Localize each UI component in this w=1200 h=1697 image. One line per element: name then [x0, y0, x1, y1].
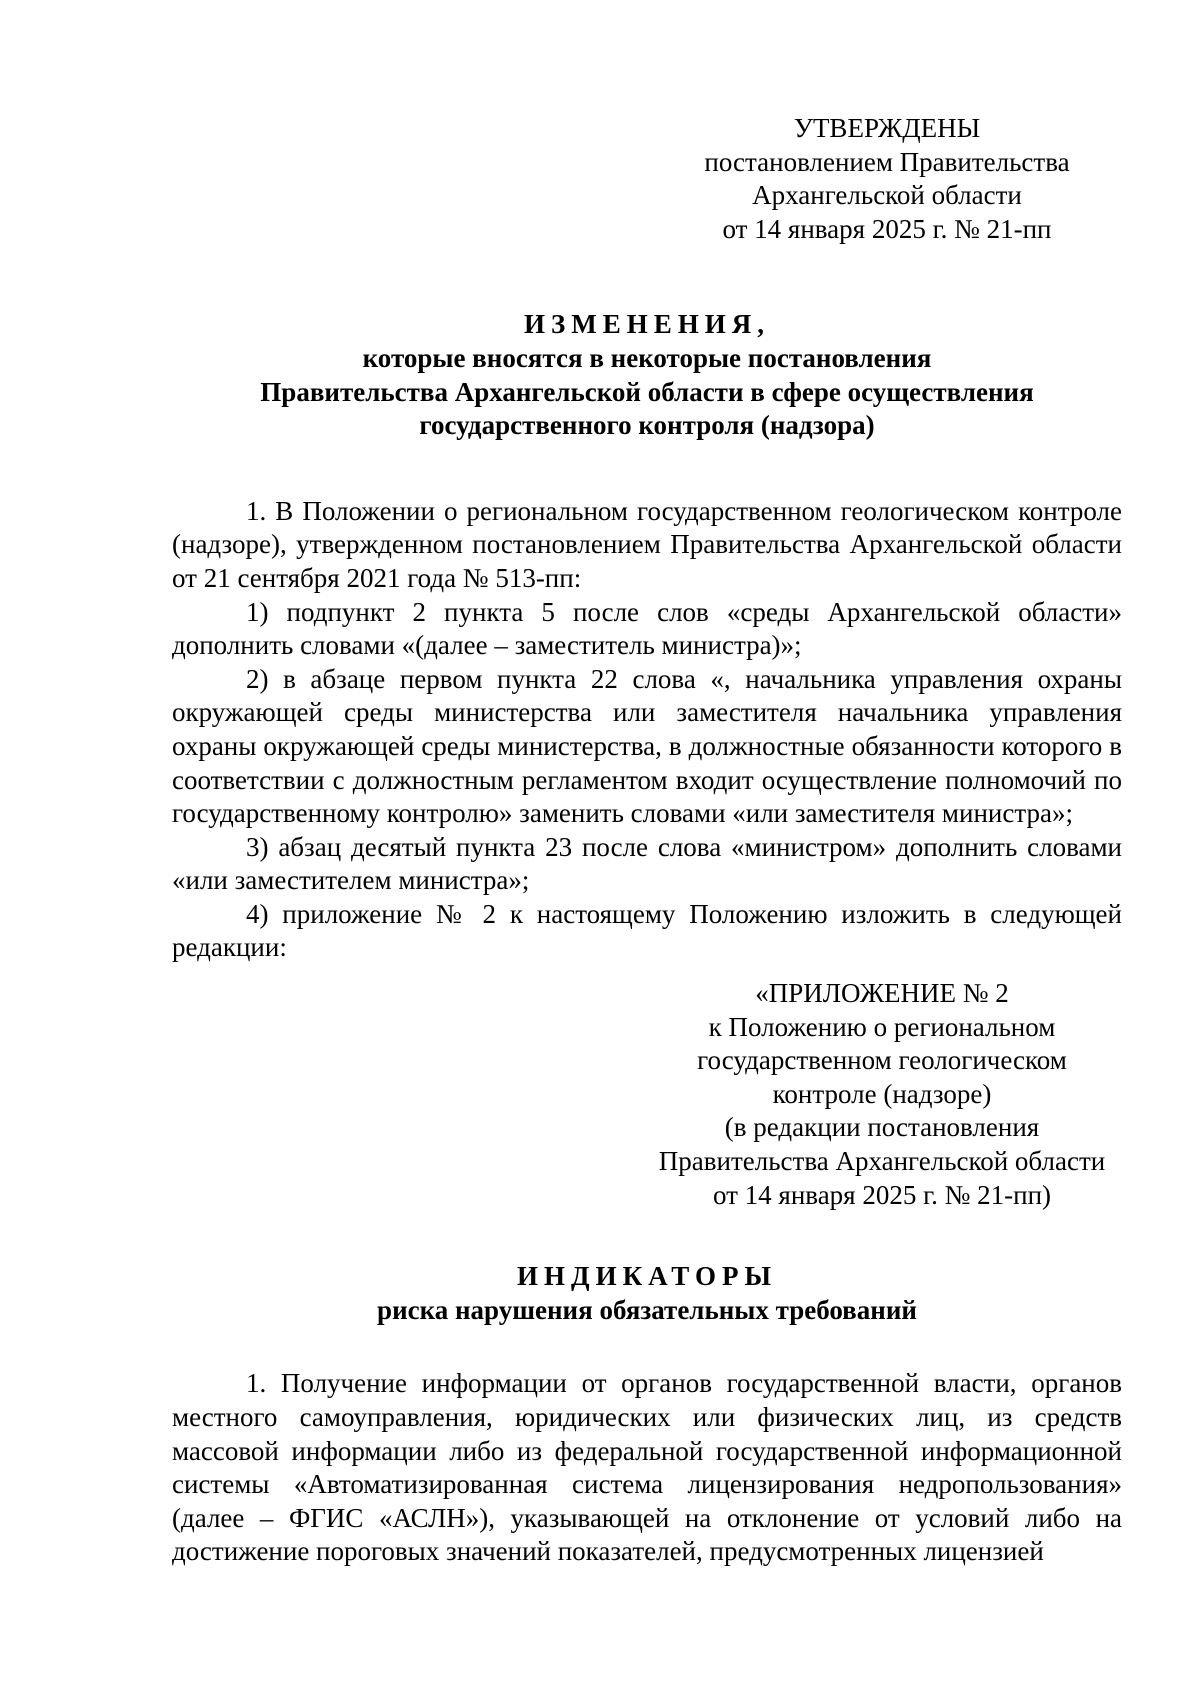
document-body	[172, 495, 1122, 965]
paragraph: 2) в абзаце первом пункта 22 слова «, начальника управления охраны окружающей среды министерства или заместителя начальника управления охраны окружающей среды министерства, в должностные обязанности которого в соответствии с должностным регламентом входит осуществление полномочий по государственному контролю» заменить словами «или заместителя министра»;	[172, 663, 1122, 829]
appendix-line: (в редакции постановления	[724, 1112, 1040, 1143]
approval-date: от 14 января 2025 г. № 21-пп	[722, 213, 1052, 244]
approval-stamp	[697, 112, 1077, 246]
paragraph: 1. В Положении о региональном государственном геологическом контроле (надзоре), утвержденном постановлением Правительства Архангельской области от 21 сентября 2021 года № 513-пп:	[172, 495, 1122, 593]
indicators-title	[172, 1260, 1122, 1327]
title-subtitle: которые вносятся в некоторые постановления	[362, 342, 932, 373]
paragraph: 1. Получение информации от органов государственной власти, органов местного самоуправления, юридических или физических лиц, из средств массовой информации либо из федеральной государственной информационной системы «Автоматизированная система лицензирования недропользования» (далее – ФГИС «АСЛН»), указывающей на отклонение от условий либо на достижение пороговых значений показателей, предусмотренных лицензией	[172, 1368, 1122, 1567]
indicators-title-main: ИНДИКАТОРЫ	[517, 1261, 777, 1292]
appendix-heading: «ПРИЛОЖЕНИЕ № 2	[755, 978, 1009, 1009]
indicators-title-subtitle: риска нарушения обязательных требований	[377, 1294, 917, 1325]
paragraph: 4) приложение № 2 к настоящему Положению изложить в следующей редакции:	[172, 898, 1122, 963]
appendix-line: от 14 января 2025 г. № 21-пп)	[712, 1179, 1052, 1210]
paragraph: 3) абзац десятый пункта 23 после слова «министром» дополнить словами «или заместителем министра»;	[172, 831, 1122, 896]
approval-line: постановлением Правительства	[704, 146, 1070, 177]
appendix-header	[642, 977, 1122, 1212]
title-subtitle: государственного контроля (надзора)	[419, 410, 875, 441]
appendix-line: контроле (надзоре)	[772, 1078, 992, 1109]
appendix-line: Правительства Архангельской области	[658, 1146, 1106, 1177]
title-main: ИЗМЕНЕНИЯ,	[523, 309, 770, 340]
approval-heading: УТВЕРЖДЕНЫ	[793, 113, 981, 143]
document-title	[172, 308, 1122, 442]
title-subtitle: Правительства Архангельской области в сфере осуществления	[260, 376, 1034, 407]
indicators-body	[172, 1367, 1122, 1569]
paragraph: 1) подпункт 2 пункта 5 после слов «среды Архангельской области» дополнить словами «(далее – заместитель министра)»;	[172, 596, 1122, 661]
document-page	[172, 112, 1122, 1569]
appendix-line: к Положению о региональном	[708, 1011, 1056, 1042]
approval-line: Архангельской области	[752, 180, 1022, 211]
appendix-line: государственном геологическом	[697, 1045, 1067, 1076]
